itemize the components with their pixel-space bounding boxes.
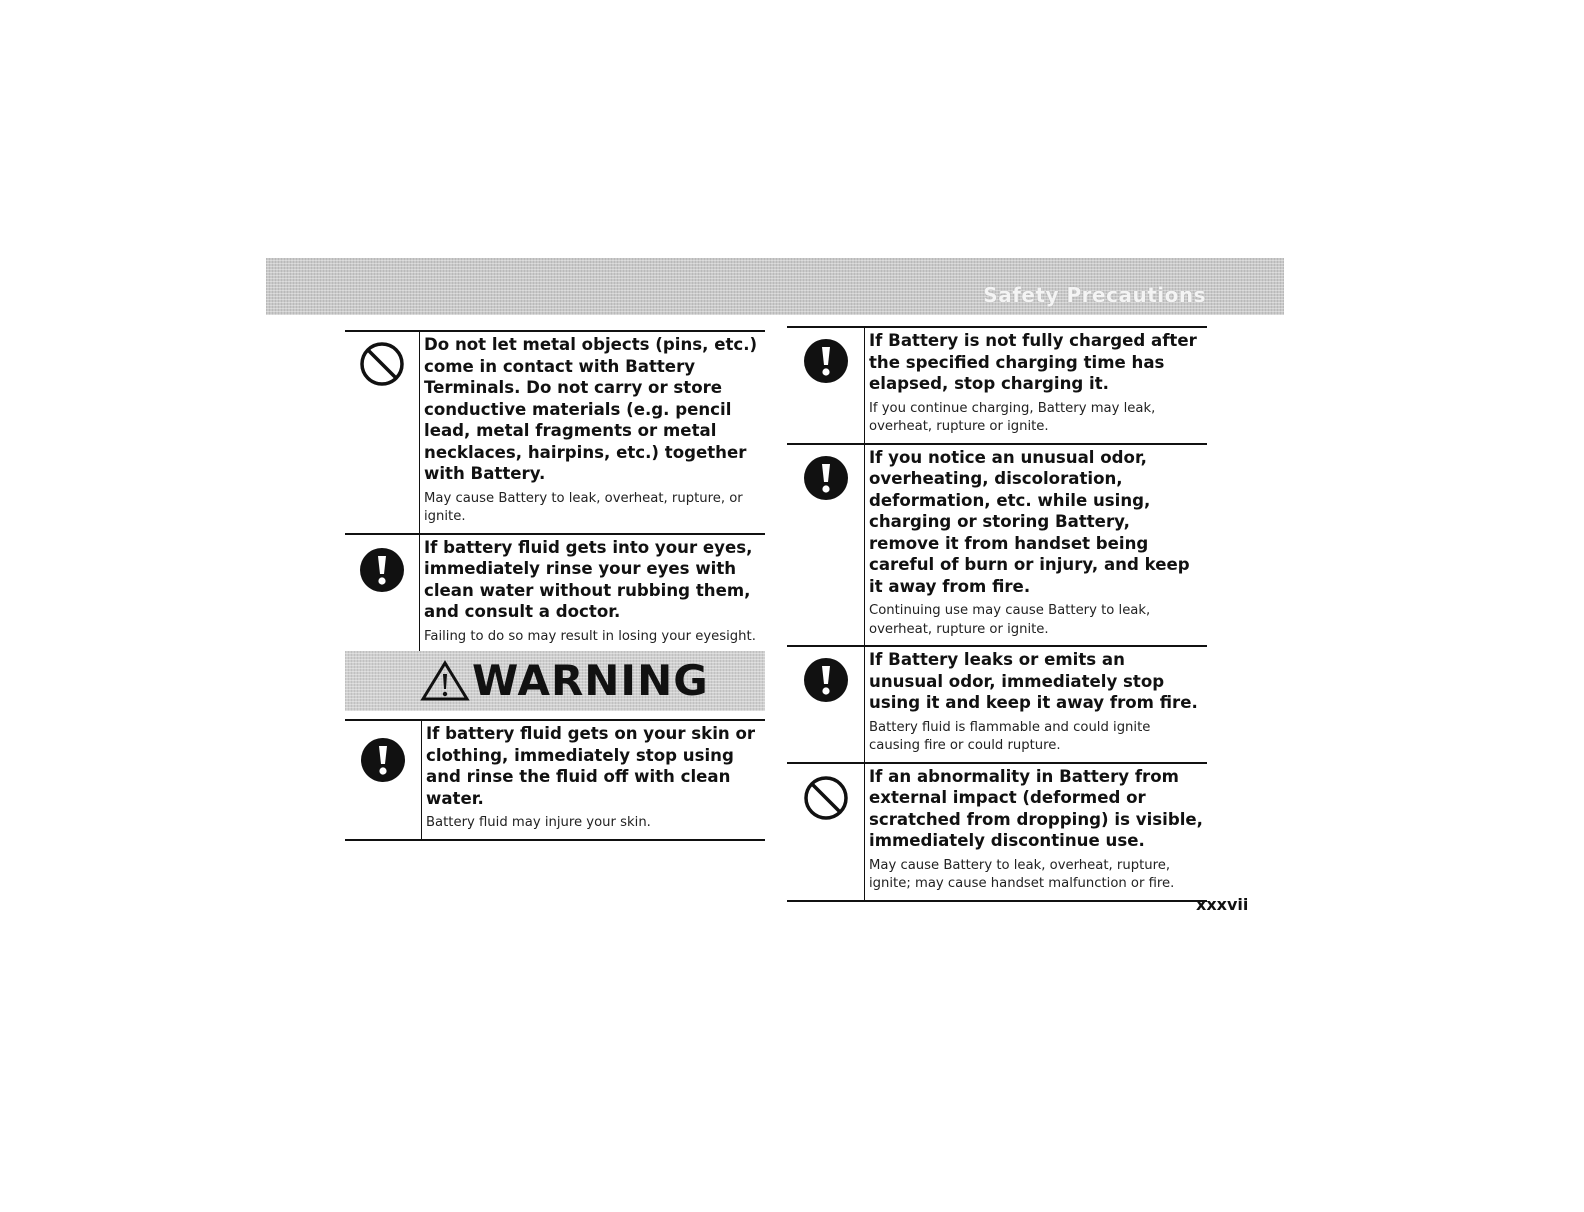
precaution-item (345, 533, 765, 655)
page-number: xxxvii (1196, 895, 1249, 914)
section-header-band (266, 258, 1284, 315)
precaution-item (787, 443, 1207, 646)
precaution-heading: If Battery leaks or emits an unusual odor, immediately stop using it and keep it away from fire. (869, 650, 1198, 712)
mandatory-action-icon (803, 657, 849, 703)
precaution-item (787, 326, 1207, 443)
precaution-heading: If an abnormality in Battery from external impact (deformed or scratched from dropping) is visible, immediately discontinue use. (869, 766, 1203, 850)
mandatory-action-icon (803, 338, 849, 384)
precaution-heading: Do not let metal objects (pins, etc.) come in contact with Battery Terminals. Do not carry or store conductive materials (e.g. pencil lead, metal fragments or metal necklaces, hairpins, etc.) together with Battery. (424, 335, 758, 483)
precaution-note: May cause Battery to leak, overheat, rupture, ignite; may cause handset malfunction or fire. (869, 857, 1175, 891)
precaution-item (345, 719, 765, 841)
mandatory-action-icon (803, 455, 849, 501)
precaution-heading: If battery fluid gets into your eyes, immediately rinse your eyes with clean water without rubbing them, and consult a doctor. (424, 537, 753, 621)
right-column (787, 326, 1207, 902)
precaution-item (345, 330, 765, 533)
precaution-item (787, 762, 1207, 902)
section-title: Safety Precautions (983, 283, 1206, 307)
precaution-note: Continuing use may cause Battery to leak, overheat, rupture or ignite. (869, 603, 1151, 637)
prohibition-icon (358, 340, 406, 388)
precaution-note: Battery fluid may injure your skin. (426, 815, 651, 830)
left-column-top (345, 330, 765, 654)
mandatory-action-icon (360, 737, 406, 783)
precaution-note: Failing to do so may result in losing your eyesight. (424, 628, 756, 644)
left-column-bottom (345, 719, 765, 841)
precaution-heading: If Battery is not fully charged after the specified charging time has elapsed, stop charging it. (869, 331, 1197, 393)
warning-triangle-icon (420, 660, 470, 702)
precaution-note: Battery fluid is flammable and could ignite causing fire or could rupture. (869, 719, 1151, 753)
precaution-item (787, 645, 1207, 762)
precaution-note: May cause Battery to leak, overheat, rupture, or ignite. (424, 490, 743, 524)
warning-label: WARNING (472, 656, 709, 705)
precaution-heading: If you notice an unusual odor, overheating, discoloration, deformation, etc. while using, charging or storing Battery, remove it from handset being careful of burn or injury, and keep it away from fire. (869, 447, 1190, 596)
precaution-note: If you continue charging, Battery may leak, overheat, rupture or ignite. (869, 400, 1156, 434)
precaution-heading: If battery fluid gets on your skin or clothing, immediately stop using and rinse the fluid off with clean water. (426, 724, 756, 808)
mandatory-action-icon (359, 547, 405, 593)
warning-banner (345, 651, 765, 711)
prohibition-icon (802, 774, 850, 822)
